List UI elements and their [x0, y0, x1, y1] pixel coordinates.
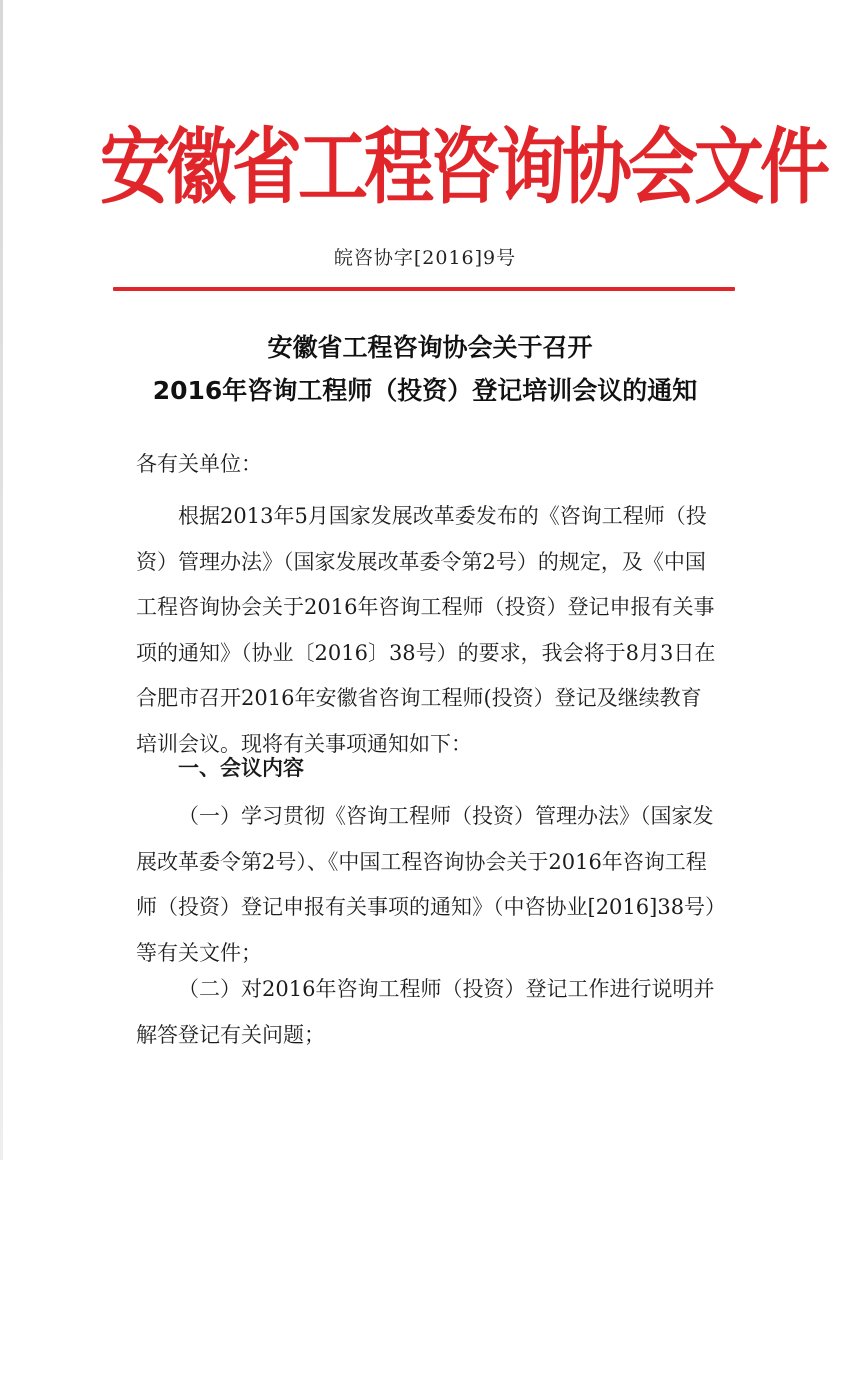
masthead-title: 安徽省工程咨询协会文件	[100, 117, 826, 216]
red-divider-line	[113, 287, 735, 291]
document-number: 皖咨协字[2016]9号	[333, 247, 517, 269]
intro-paragraph-text: 根据2013年5月国家发展改革委发布的《咨询工程师（投资）管理办法》（国家发展改革委令第2号）的规定，及《中国工程咨询协会关于2016年咨询工程师（投资）登记申报有关事项的通知》（协业〔2016〕38号）的要求，我会将于8月3日在合肥市召开2016年安徽省咨询工程师(投资）登记及继续教育培训会议。现将有关事项通知如下：	[136, 504, 716, 756]
notice-title-line-2: 2016年咨询工程师（投资）登记培训会议的通知	[152, 376, 698, 405]
item-2-text: （二）对2016年咨询工程师（投资）登记工作进行说明并解答登记有关问题；	[136, 977, 715, 1047]
section-heading-meeting-content: 一、会议内容	[178, 756, 304, 780]
intro-paragraph	[136, 494, 716, 767]
scan-edge	[0, 0, 3, 1160]
notice-title-line-1: 安徽省工程咨询协会关于召开	[267, 333, 593, 362]
item-1-paragraph	[136, 794, 716, 976]
salutation: 各有关单位：	[136, 452, 262, 476]
item-1-text: （一）学习贯彻《咨询工程师（投资）管理办法》（国家发展改革委令第2号）、《中国工程咨询协会关于2016年咨询工程师（投资）登记申报有关事项的通知》（中咨协业[2016]38号）等有关文件；	[136, 804, 716, 965]
item-2-paragraph	[136, 967, 716, 1058]
